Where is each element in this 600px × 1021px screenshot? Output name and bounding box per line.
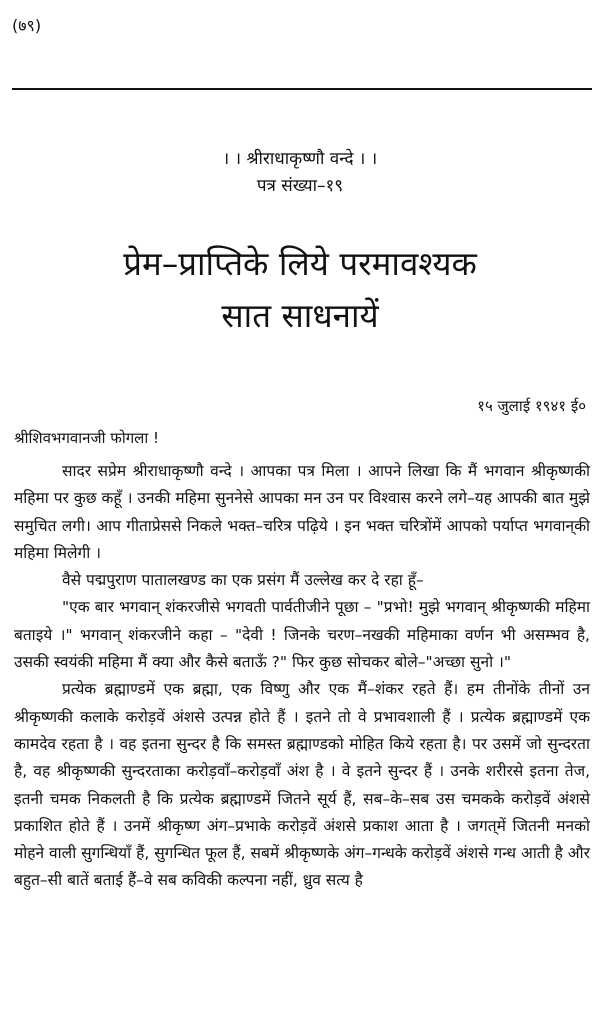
paragraph: प्रत्येक ब्रह्माण्डमें एक ब्रह्मा, एक विष्णु और एक मैं–शंकर रहते हैं। हम तीनोंके तीनों उन श्रीकृष्णकी कलाके करोड़वें अंशसे उत्पन्न होते हैं । इतने तो वे प्रभावशाली हैं । प्रत्येक ब्रह्माण्डमें एक कामदेव रहता है । वह इतना सुन्दर है कि समस्त ब्रह्माण्डको मोहित किये रहता है। पर उसमें जो सुन्दरता है, वह श्रीकृष्णकी सुन्दरताका करोड़वाँ–करोड़वाँ अंश है । वे इतने सुन्दर हैं । उनके शरीरसे इतना तेज, इतनी चमक निकलती है कि प्रत्येक ब्रह्माण्डमें जितने सूर्य हैं, सब–के–सब उस चमकके करोड़वें अंशसे प्रकाशित होते हैं । उनमें श्रीकृष्ण अंग–प्रभाके करोड़वें अंशसे प्रकाश आता है । जगत्‌में जितनी मनको मोहने वाली सुगन्धियाँ हैं, सुगन्धित फूल हैं, सबमें श्रीकृष्णके अंग–गन्धके करोड़वें अंशसे गन्ध आती है और बहुत–सी बातें बताई हैं–वे सब कविकी कल्पना नहीं, ध्रुव सत्य है (14, 680, 590, 890)
paragraph: "एक बार भगवान् शंकरजीसे भगवती पार्वतीजीने पूछा – "प्रभो! मुझे भगवान् श्रीकृष्णकी महिमा बताइये ।" भगवान् शंकरजीने कहा – "देवी ! जिनके चरण–नखकी महिमाका वर्णन भी असम्भव है, उसकी स्वयंकी महिमा मैं क्या और कैसे बताऊँ ?" फिर कुछ सोचकर बोले–"अच्छा सुनो ।" (14, 598, 590, 672)
paragraph: सादर सप्रेम श्रीराधाकृष्णौ वन्दे । आपका पत्र मिला । आपने लिखा कि मैं भगवान श्रीकृष्णकी महिमा पर कुछ कहूँ । उनकी महिमा सुननेसे आपका मन उन पर विश्वास करने लगे–यह आपकी बात मुझे समुचित लगी। आप गीताप्रेससे निकले भक्त–चरित्र पढ़िये । इन भक्त चरित्रोंमें आपको पर्याप्त भगवान्‌की महिमा मिलेगी । (14, 462, 590, 562)
letter-number: पत्र संख्या–१९ (256, 176, 344, 196)
page-title (0, 238, 600, 342)
page-number: (७९) (12, 16, 42, 35)
header-rule (12, 88, 592, 90)
title-line-2: सात साधनायें (221, 296, 379, 335)
title-line-1: प्रेम–प्राप्तिके लिये परमावश्यक (123, 244, 477, 283)
paragraph: वैसे पद्मपुराण पातालखण्ड का एक प्रसंग मैं उल्लेख कर दे रहा हूँ– (62, 571, 424, 590)
letter-body (14, 458, 590, 895)
invocation: । । श्रीराधाकृष्णौ वन्दे । । (222, 149, 378, 169)
letter-date: १५ जुलाई १९४१ ई० (477, 397, 586, 415)
salutation: श्रीशिवभगवानजी फोगला ! (14, 429, 159, 447)
